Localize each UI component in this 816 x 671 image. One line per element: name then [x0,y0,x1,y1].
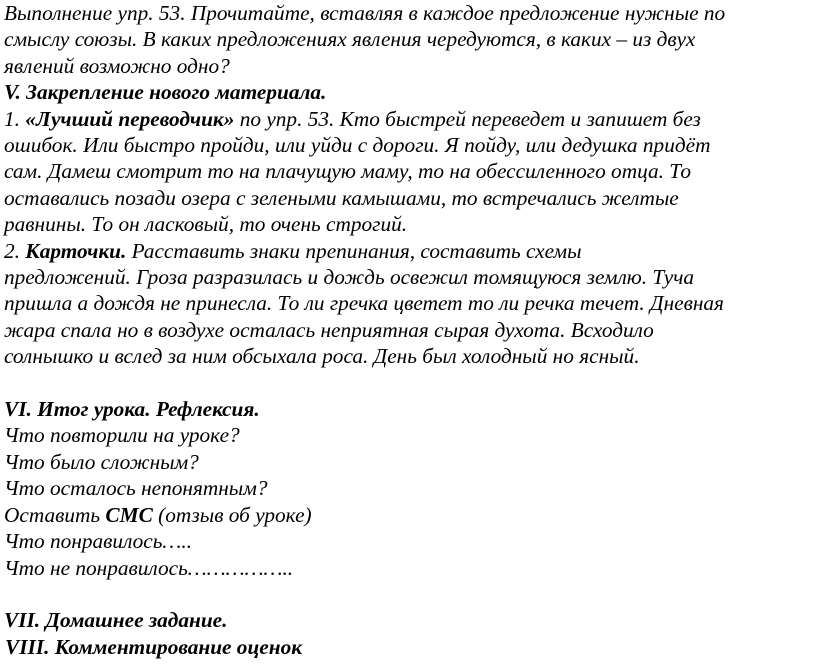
task-1-line-1 [4,106,812,132]
reflection-question-1: Что повторили на уроке? [4,423,240,448]
intro-line-1: Выполнение упр. 53. Прочитайте, вставляя в каждое предложение нужные по [4,1,726,25]
task-1-number: 1. [4,106,26,131]
blank-line [4,581,812,607]
reflection-sms-line [4,502,812,528]
task-2-title: Карточки. [25,238,127,263]
reflection-question-3: Что осталось непонятным? [4,476,268,501]
section-5-heading: V. Закрепление нового материала. [4,80,327,105]
sms-suffix: (отзыв об уроке) [152,502,312,527]
task-1-line-4: оставались позади озера с зелеными камышами, то встречались желтые [4,185,679,210]
task-1-line-3: сам. Дамеш смотрит то на плачущую маму, то на обессиленного отца. То [4,159,692,184]
task-2-line-4: жара спала но в воздухе осталась неприятная сырая духота. Всходило [4,317,654,342]
intro-line-2: смыслу союзы. В каких предложениях явления чередуются, в каких – из двух [4,27,696,52]
task-1-line-2: ошибок. Или быстро пройди, или уйди с дороги. Я пойду, или дедушка придёт [4,133,711,158]
task-2-line-3: пришла а дождя не принесла. То ли гречка цветет то ли речка течет. Дневная [4,291,724,316]
task-1-title: «Лучший переводчик» [25,106,235,131]
reflection-liked: Что понравилось….. [4,529,193,554]
section-8-heading: VIII. Комментирование оценок [5,634,303,659]
intro-line-3: явлений возможно одно? [4,53,230,78]
reflection-question-2: Что было сложным? [4,449,199,474]
task-2-line-2: предложений. Гроза разразилась и дождь освежил томящуюся землю. Туча [4,265,695,290]
sms-label: СМС [105,502,153,527]
reflection-disliked: Что не понравилось…………….. [4,555,294,580]
task-1-line-5: равнины. То он ласковый, то очень строгий. [4,212,408,237]
task-1-text: по упр. 53. Кто быстрей переведет и запишет без [234,106,701,131]
task-2-text: Расставить знаки препинания, составить схемы [126,238,582,263]
section-7-heading: VII. Домашнее задание. [4,608,228,633]
blank-line [4,370,812,396]
task-2-line-5: солнышко и вслед за ним обсыхала роса. День был холодный но ясный. [4,344,640,369]
task-2-number: 2. [4,238,26,263]
task-2-line-1 [4,238,812,264]
sms-prefix: Оставить [4,502,106,527]
section-6-heading: VI. Итог урока. Рефлексия. [4,397,260,422]
